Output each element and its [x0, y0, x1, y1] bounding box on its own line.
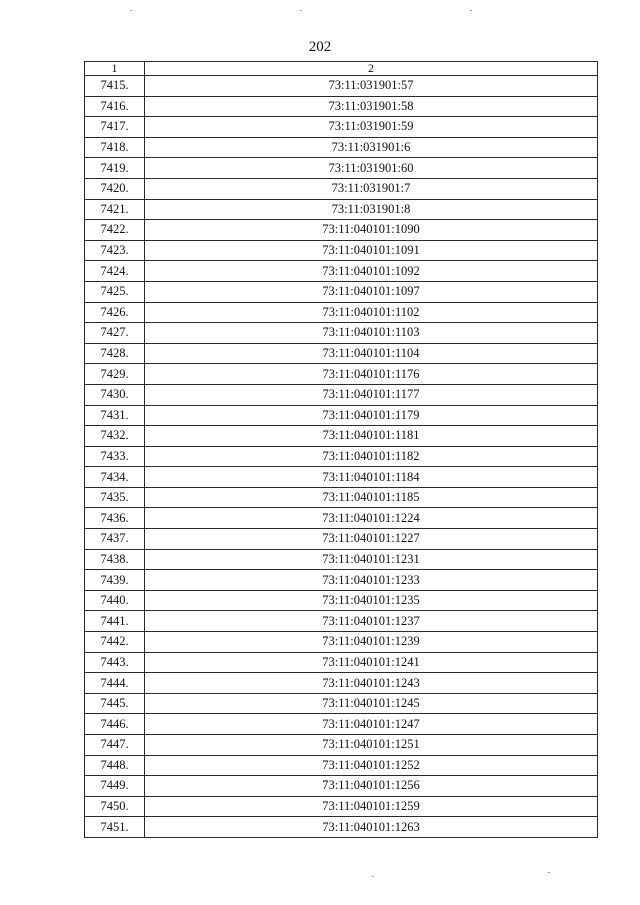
table-row — [85, 508, 598, 529]
cadastral-number-cell: 73:11:040101:1091 — [145, 240, 598, 261]
table-row — [85, 137, 598, 158]
table-row — [85, 632, 598, 653]
table-row — [85, 117, 598, 138]
row-number-cell: 7422. — [85, 220, 145, 241]
cadastral-number-cell: 73:11:040101:1184 — [145, 467, 598, 488]
table-row — [85, 96, 598, 117]
cadastral-number-cell: 73:11:040101:1179 — [145, 405, 598, 426]
table-row — [85, 199, 598, 220]
cadastral-number-cell: 73:11:040101:1090 — [145, 220, 598, 241]
cadastral-number-cell: 73:11:040101:1263 — [145, 817, 598, 838]
row-number-cell: 7442. — [85, 632, 145, 653]
cadastral-number-cell: 73:11:040101:1247 — [145, 714, 598, 735]
cadastral-number-cell: 73:11:031901:60 — [145, 158, 598, 179]
row-number-cell: 7434. — [85, 467, 145, 488]
table-row — [85, 364, 598, 385]
table-row — [85, 570, 598, 591]
header-row — [85, 62, 598, 76]
row-number-cell: 7447. — [85, 735, 145, 756]
table-row — [85, 240, 598, 261]
row-number-cell: 7438. — [85, 549, 145, 570]
cadastral-number-cell: 73:11:031901:58 — [145, 96, 598, 117]
cadastral-number-cell: 73:11:040101:1097 — [145, 281, 598, 302]
row-number-cell: 7445. — [85, 693, 145, 714]
table-row — [85, 693, 598, 714]
row-number-cell: 7446. — [85, 714, 145, 735]
table-row — [85, 261, 598, 282]
row-number-cell: 7417. — [85, 117, 145, 138]
row-number-cell: 7426. — [85, 302, 145, 323]
row-number-cell: 7423. — [85, 240, 145, 261]
cadastral-number-cell: 73:11:040101:1237 — [145, 611, 598, 632]
cadastral-number-cell: 73:11:040101:1181 — [145, 426, 598, 447]
cadastral-table — [84, 61, 598, 838]
row-number-cell: 7416. — [85, 96, 145, 117]
row-number-cell: 7420. — [85, 178, 145, 199]
table-row — [85, 776, 598, 797]
cadastral-number-cell: 73:11:040101:1231 — [145, 549, 598, 570]
row-number-cell: 7429. — [85, 364, 145, 385]
row-number-cell: 7415. — [85, 76, 145, 97]
row-number-cell: 7433. — [85, 446, 145, 467]
table-row — [85, 590, 598, 611]
row-number-cell: 7425. — [85, 281, 145, 302]
row-number-cell: 7431. — [85, 405, 145, 426]
table-row — [85, 384, 598, 405]
row-number-cell: 7439. — [85, 570, 145, 591]
table-row — [85, 817, 598, 838]
table-row — [85, 714, 598, 735]
row-number-cell: 7444. — [85, 673, 145, 694]
table-row — [85, 755, 598, 776]
cadastral-number-cell: 73:11:040101:1227 — [145, 529, 598, 550]
scan-speck — [130, 10, 132, 11]
page-number: 202 — [308, 39, 332, 55]
cadastral-number-cell: 73:11:040101:1092 — [145, 261, 598, 282]
table-row — [85, 302, 598, 323]
row-number-cell: 7424. — [85, 261, 145, 282]
table-row — [85, 158, 598, 179]
table-row — [85, 281, 598, 302]
table-row — [85, 467, 598, 488]
cadastral-number-cell: 73:11:040101:1243 — [145, 673, 598, 694]
table-row — [85, 796, 598, 817]
row-number-cell: 7450. — [85, 796, 145, 817]
row-number-cell: 7418. — [85, 137, 145, 158]
cadastral-number-cell: 73:11:040101:1224 — [145, 508, 598, 529]
row-number-cell: 7437. — [85, 529, 145, 550]
row-number-cell: 7428. — [85, 343, 145, 364]
cadastral-number-cell: 73:11:040101:1252 — [145, 755, 598, 776]
row-number-cell: 7419. — [85, 158, 145, 179]
cadastral-number-cell: 73:11:040101:1103 — [145, 323, 598, 344]
row-number-cell: 7443. — [85, 652, 145, 673]
table-row — [85, 549, 598, 570]
cadastral-number-cell: 73:11:040101:1104 — [145, 343, 598, 364]
cadastral-number-cell: 73:11:031901:57 — [145, 76, 598, 97]
cadastral-number-cell: 73:11:031901:7 — [145, 178, 598, 199]
cadastral-number-cell: 73:11:040101:1233 — [145, 570, 598, 591]
cadastral-number-cell: 73:11:040101:1259 — [145, 796, 598, 817]
row-number-cell: 7440. — [85, 590, 145, 611]
table-body — [85, 76, 598, 838]
table-row — [85, 487, 598, 508]
cadastral-number-cell: 73:11:040101:1241 — [145, 652, 598, 673]
cadastral-number-cell: 73:11:040101:1235 — [145, 590, 598, 611]
cadastral-number-cell: 73:11:040101:1239 — [145, 632, 598, 653]
row-number-cell: 7449. — [85, 776, 145, 797]
row-number-cell: 7448. — [85, 755, 145, 776]
cadastral-number-cell: 73:11:031901:59 — [145, 117, 598, 138]
table-row — [85, 735, 598, 756]
table-row — [85, 178, 598, 199]
row-number-cell: 7427. — [85, 323, 145, 344]
scan-speck — [470, 10, 472, 11]
cadastral-number-cell: 73:11:031901:6 — [145, 137, 598, 158]
cadastral-number-cell: 73:11:040101:1251 — [145, 735, 598, 756]
table-row — [85, 76, 598, 97]
cadastral-number-cell: 73:11:040101:1102 — [145, 302, 598, 323]
table-row — [85, 652, 598, 673]
table-row — [85, 611, 598, 632]
cadastral-number-cell: 73:11:040101:1245 — [145, 693, 598, 714]
row-number-cell: 7432. — [85, 426, 145, 447]
table-row — [85, 220, 598, 241]
table-row — [85, 673, 598, 694]
scan-speck — [372, 876, 374, 877]
row-number-cell: 7451. — [85, 817, 145, 838]
table-row — [85, 529, 598, 550]
row-number-cell: 7441. — [85, 611, 145, 632]
cadastral-number-cell: 73:11:040101:1177 — [145, 384, 598, 405]
row-number-cell: 7430. — [85, 384, 145, 405]
table-row — [85, 405, 598, 426]
column-header-number: 1 — [85, 62, 145, 76]
cadastral-number-cell: 73:11:040101:1256 — [145, 776, 598, 797]
cadastral-number-cell: 73:11:031901:8 — [145, 199, 598, 220]
cadastral-number-cell: 73:11:040101:1182 — [145, 446, 598, 467]
cadastral-number-cell: 73:11:040101:1176 — [145, 364, 598, 385]
table-row — [85, 446, 598, 467]
column-header-code: 2 — [145, 62, 598, 76]
row-number-cell: 7435. — [85, 487, 145, 508]
scan-speck — [548, 872, 550, 873]
row-number-cell: 7436. — [85, 508, 145, 529]
scan-speck — [300, 10, 302, 11]
cadastral-number-cell: 73:11:040101:1185 — [145, 487, 598, 508]
table-header — [85, 62, 598, 76]
table-row — [85, 426, 598, 447]
table-row — [85, 343, 598, 364]
row-number-cell: 7421. — [85, 199, 145, 220]
table-row — [85, 323, 598, 344]
